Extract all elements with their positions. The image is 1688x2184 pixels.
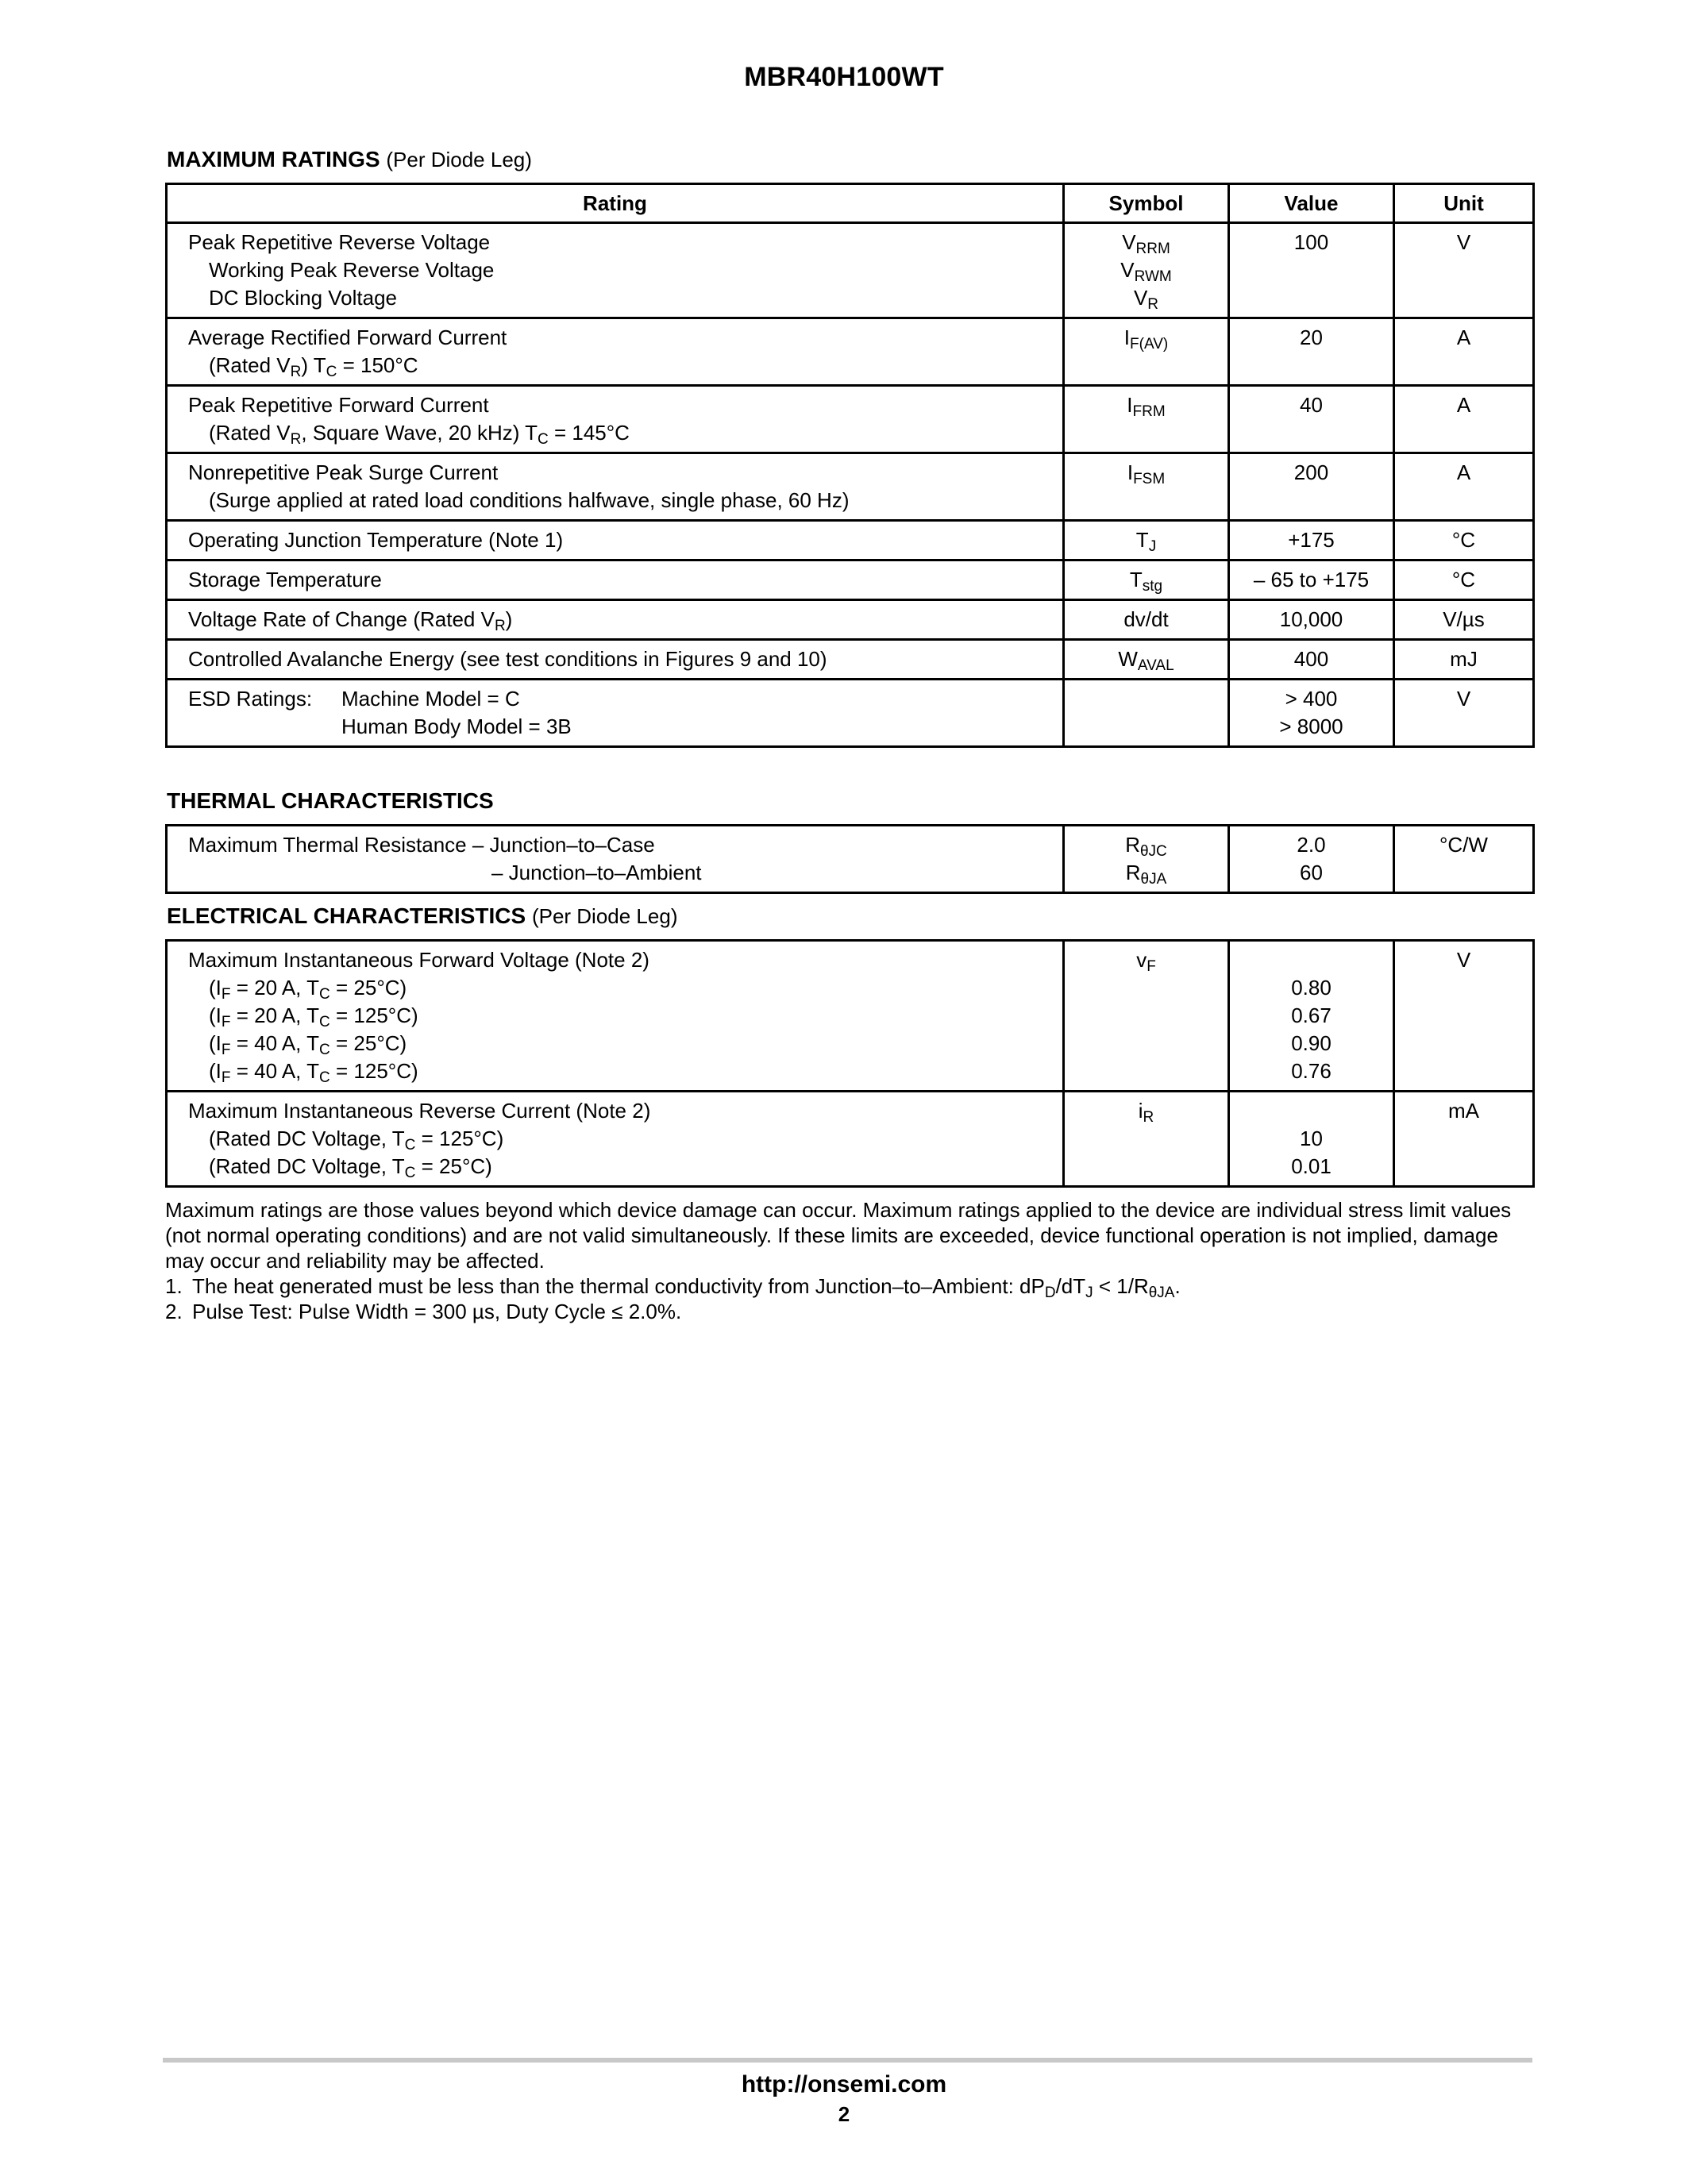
value-cell (1229, 680, 1394, 747)
rating-line: – Junction–to–Ambient (491, 861, 702, 884)
table-row (167, 640, 1534, 680)
sub: F (221, 1042, 231, 1058)
text: = 20 A, T (230, 976, 320, 1000)
sub: F (221, 986, 231, 1003)
rating-cell (167, 386, 1064, 453)
header-unit: Unit (1394, 184, 1534, 223)
electrical-title: ELECTRICAL CHARACTERISTICS (167, 903, 526, 928)
esd-human-body-model: Human Body Model = 3B (341, 715, 572, 738)
symbol-sub: F (1147, 958, 1156, 975)
symbol-sub: F(AV) (1130, 336, 1169, 352)
rating-cell (167, 826, 1064, 893)
symbol-cell (1064, 680, 1229, 747)
max-ratings-title: MAXIMUM RATINGS (167, 147, 380, 171)
unit-cell: °C (1394, 521, 1534, 560)
symbol-sub: RWM (1134, 268, 1172, 285)
text: < 1/R (1093, 1274, 1149, 1298)
rating-line (188, 1125, 1054, 1153)
symbol-sub: R (1143, 1109, 1154, 1126)
value-cell (1229, 1092, 1394, 1187)
symbol: i (1138, 1099, 1143, 1123)
rating-line: Average Rectified Forward Current (188, 325, 507, 349)
symbol: V (1120, 258, 1135, 282)
value-line: 10 (1300, 1127, 1323, 1150)
value-cell: 40 (1229, 386, 1394, 453)
text: = 40 A, T (230, 1031, 320, 1055)
text: = 125°C) (330, 1059, 418, 1083)
rating-cell (167, 1092, 1064, 1187)
header-symbol: Symbol (1064, 184, 1229, 223)
value-cell: 10,000 (1229, 600, 1394, 640)
max-ratings-table (165, 183, 1535, 748)
sub: D (1044, 1285, 1056, 1301)
symbol-sub: AVAL (1137, 657, 1174, 674)
value-cell: 20 (1229, 318, 1394, 386)
rating-line: Nonrepetitive Peak Surge Current (188, 460, 499, 484)
electrical-table (165, 939, 1535, 1188)
value-cell (1229, 941, 1394, 1092)
text: = 20 A, T (230, 1003, 320, 1027)
value-cell: 200 (1229, 453, 1394, 521)
sub: C (319, 1069, 330, 1086)
rating-cell (167, 223, 1064, 318)
sub: C (319, 1014, 330, 1030)
sub: J (1085, 1285, 1093, 1301)
max-ratings-subtitle: (Per Diode Leg) (386, 148, 532, 171)
sub: C (319, 986, 330, 1003)
value-line: 0.76 (1291, 1059, 1332, 1083)
symbol: T (1129, 568, 1143, 591)
sub: R (290, 364, 302, 380)
symbol: V (1122, 230, 1136, 254)
symbol-sub: stg (1142, 578, 1163, 595)
value-line: 0.67 (1291, 1003, 1332, 1027)
thermal-table (165, 824, 1535, 894)
table-row (167, 1092, 1534, 1187)
unit-cell: V (1394, 680, 1534, 747)
table-row (167, 453, 1534, 521)
text: /dT (1055, 1274, 1086, 1298)
text: (Rated V (209, 421, 291, 445)
text: ) (505, 607, 513, 631)
symbol: W (1118, 647, 1138, 671)
rating-line (188, 1030, 1054, 1057)
rating-line (188, 974, 1054, 1002)
value-cell: 100 (1229, 223, 1394, 318)
esd-label: ESD Ratings: (188, 687, 313, 711)
note-number: 2. (165, 1300, 183, 1323)
text: (Rated DC Voltage, T (209, 1154, 405, 1178)
rating-cell (167, 600, 1064, 640)
rating-cell (167, 453, 1064, 521)
unit-cell: mA (1394, 1092, 1534, 1187)
unit-cell: V (1394, 941, 1534, 1092)
sub: C (404, 1165, 416, 1181)
value-cell: +175 (1229, 521, 1394, 560)
esd-machine-model: Machine Model = C (341, 687, 520, 711)
rating-cell (167, 941, 1064, 1092)
rating-line: Peak Repetitive Forward Current (188, 393, 489, 417)
symbol-cell (1064, 318, 1229, 386)
table-row (167, 941, 1534, 1092)
sub: R (494, 618, 506, 634)
sub: F (221, 1014, 231, 1030)
rating-line: (Surge applied at rated load conditions halfwave, single phase, 60 Hz) (209, 488, 850, 512)
sub: θJA (1148, 1285, 1175, 1301)
unit-cell: A (1394, 386, 1534, 453)
symbol: v (1136, 948, 1147, 972)
electrical-heading (167, 903, 677, 929)
value-line: 60 (1300, 861, 1323, 884)
footer-divider (163, 2058, 1532, 2063)
symbol-sub: θJC (1139, 843, 1167, 860)
text: . (1174, 1274, 1181, 1298)
rating-line: DC Blocking Voltage (209, 286, 398, 310)
max-ratings-heading (167, 147, 532, 172)
sub: C (319, 1042, 330, 1058)
table-header-row (167, 184, 1534, 223)
text: Voltage Rate of Change (Rated V (188, 607, 495, 631)
unit-cell: A (1394, 453, 1534, 521)
table-row (167, 318, 1534, 386)
sub: F (221, 1069, 231, 1086)
symbol-sub: FRM (1132, 403, 1166, 420)
sub: C (326, 364, 337, 380)
unit-cell: mJ (1394, 640, 1534, 680)
unit-cell: °C (1394, 560, 1534, 600)
document-title: MBR40H100WT (744, 62, 944, 92)
table-row (167, 680, 1534, 747)
header-rating: Rating (167, 184, 1064, 223)
text: = 40 A, T (230, 1059, 320, 1083)
note-2 (165, 1299, 1532, 1324)
symbol-cell (1064, 1092, 1229, 1187)
rating-line: Maximum Thermal Resistance – Junction–to–Case (188, 833, 655, 857)
esd-line (188, 685, 1054, 713)
rating-line: Working Peak Reverse Voltage (209, 258, 495, 282)
unit-cell: °C/W (1394, 826, 1534, 893)
sub: R (290, 431, 302, 448)
value-line: 0.01 (1291, 1154, 1332, 1178)
symbol: R (1125, 833, 1140, 857)
symbol: I (1123, 325, 1131, 349)
header-value: Value (1229, 184, 1394, 223)
text: = 125°C) (330, 1003, 418, 1027)
symbol-cell (1064, 521, 1229, 560)
note-number: 1. (165, 1274, 183, 1298)
table-row (167, 521, 1534, 560)
table-row (167, 386, 1534, 453)
rating-line: Maximum Instantaneous Forward Voltage (Note 2) (188, 948, 649, 972)
rating-line (188, 1002, 1054, 1030)
text: (I (209, 1059, 222, 1083)
symbol-sub: J (1148, 538, 1157, 555)
text: (I (209, 1031, 222, 1055)
note-1 (165, 1273, 1532, 1299)
text: = 125°C) (415, 1127, 504, 1150)
table-row (167, 223, 1534, 318)
symbol: V (1133, 286, 1148, 310)
notes (165, 1197, 1532, 1324)
text: = 145°C (548, 421, 630, 445)
value-line: > 8000 (1279, 715, 1343, 738)
symbol-sub: FSM (1133, 471, 1166, 487)
table-row (167, 826, 1534, 893)
rating-cell: Storage Temperature (167, 560, 1064, 600)
value-line: 2.0 (1297, 833, 1326, 857)
thermal-heading (167, 788, 494, 814)
rating-line: Maximum Instantaneous Reverse Current (Note 2) (188, 1099, 651, 1123)
text: = 25°C) (415, 1154, 492, 1178)
text: (Rated V (209, 353, 291, 377)
text: Pulse Test: Pulse Width = 300 µs, Duty Cycle ≤ 2.0%. (192, 1300, 682, 1323)
value-cell (1229, 826, 1394, 893)
page-number: 2 (838, 2102, 850, 2126)
text: = 150°C (337, 353, 418, 377)
table-row (167, 600, 1534, 640)
rating-line: Peak Repetitive Reverse Voltage (188, 230, 491, 254)
symbol: I (1127, 460, 1134, 484)
rating-line (188, 352, 1054, 379)
text: = 25°C) (330, 1031, 407, 1055)
text: ) T (301, 353, 326, 377)
thermal-title: THERMAL CHARACTERISTICS (167, 788, 494, 813)
symbol: I (1127, 393, 1133, 417)
symbol-cell (1064, 223, 1229, 318)
notes-paragraph: Maximum ratings are those values beyond which device damage can occur. Maximum ratings applied to the device are individual stress limit values (not normal operating conditions) and are not valid simultaneously. If these limits are exceeded, device functional operation is not implied, damage may occur and reliability may be affected. (165, 1198, 1512, 1273)
table-row (167, 560, 1534, 600)
unit-cell: V/µs (1394, 600, 1534, 640)
rating-cell: Controlled Avalanche Energy (see test conditions in Figures 9 and 10) (167, 640, 1064, 680)
symbol-cell (1064, 386, 1229, 453)
rating-line (188, 419, 1054, 447)
symbol-cell (1064, 560, 1229, 600)
text: , Square Wave, 20 kHz) T (301, 421, 538, 445)
rating-cell (167, 318, 1064, 386)
value-line: 0.80 (1291, 976, 1332, 1000)
text: (Rated DC Voltage, T (209, 1127, 405, 1150)
sub: C (404, 1137, 416, 1154)
symbol-sub: R (1147, 296, 1159, 313)
text: = 25°C) (330, 976, 407, 1000)
unit-cell: A (1394, 318, 1534, 386)
symbol-sub: θJA (1140, 871, 1167, 888)
value-line: > 400 (1285, 687, 1338, 711)
footer-url-link[interactable]: http://onsemi.com (741, 2071, 947, 2097)
unit-cell: V (1394, 223, 1534, 318)
symbol-cell (1064, 826, 1229, 893)
value-cell: 400 (1229, 640, 1394, 680)
symbol-cell: dv/dt (1064, 600, 1229, 640)
rating-line (188, 1057, 1054, 1085)
rating-line (188, 1153, 1054, 1181)
value-line: 0.90 (1291, 1031, 1332, 1055)
rating-cell: Operating Junction Temperature (Note 1) (167, 521, 1064, 560)
rating-cell (167, 680, 1064, 747)
symbol: R (1125, 861, 1141, 884)
text: The heat generated must be less than the thermal conductivity from Junction–to–Ambient: dP (192, 1274, 1045, 1298)
symbol-cell (1064, 640, 1229, 680)
text: (I (209, 976, 222, 1000)
electrical-subtitle: (Per Diode Leg) (531, 904, 678, 928)
symbol: T (1135, 528, 1149, 552)
symbol-cell (1064, 941, 1229, 1092)
text: (I (209, 1003, 222, 1027)
symbol-sub: RRM (1135, 241, 1170, 257)
sub: C (538, 431, 549, 448)
symbol-cell (1064, 453, 1229, 521)
value-cell: – 65 to +175 (1229, 560, 1394, 600)
